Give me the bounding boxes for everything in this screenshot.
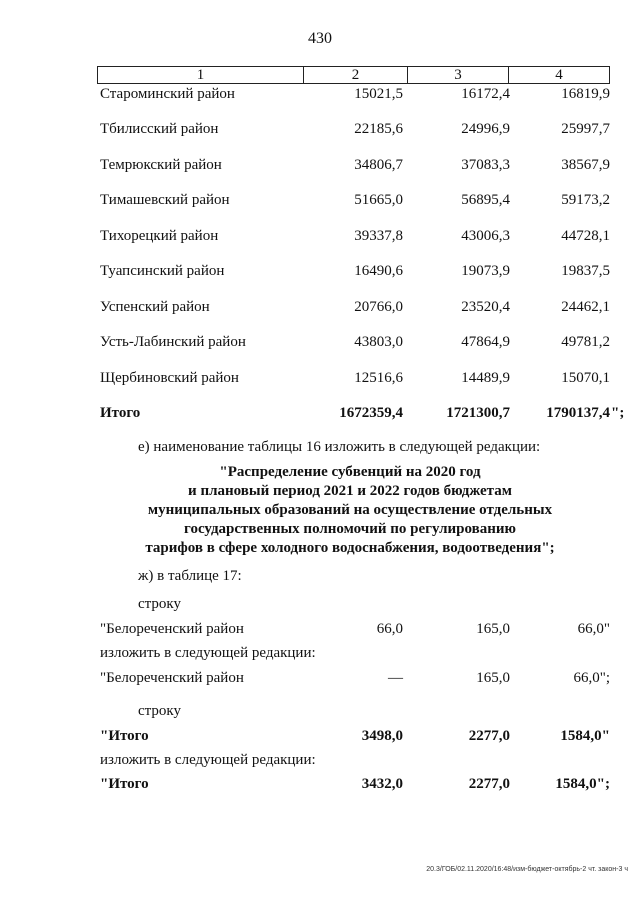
row-value-2022: 66,0" — [577, 621, 610, 637]
row-name: Щербиновский район — [100, 370, 239, 386]
total-row — [0, 405, 640, 425]
row-value-2020: 43803,0 — [354, 334, 403, 350]
title-line: и плановый период 2021 и 2022 годов бюджетам — [188, 483, 512, 499]
table-row — [0, 263, 640, 283]
table-row — [0, 228, 640, 248]
total-value-2020: 1672359,4 — [339, 405, 403, 421]
row-value-2021: 165,0 — [476, 621, 510, 637]
itogo-old-row — [0, 728, 640, 748]
table-row — [0, 86, 640, 106]
table-row — [0, 370, 640, 390]
phrase-izlozhit: изложить в следующей редакции: — [100, 752, 316, 768]
row-value-2020: 12516,6 — [354, 370, 403, 386]
row-value-2020: 39337,8 — [354, 228, 403, 244]
row-value-2021: 165,0 — [476, 670, 510, 686]
row-value-2021: 19073,9 — [461, 263, 510, 279]
row-value-2020: 3498,0 — [361, 728, 403, 744]
total-closing-quote: "; — [611, 405, 625, 421]
row-value-2021: 24996,9 — [461, 121, 510, 137]
total-value-2022: 1790137,4 — [546, 405, 610, 421]
title-line: государственных полномочий по регулированию — [184, 521, 516, 537]
row-name: "Итого — [100, 776, 149, 792]
total-value-2021: 1721300,7 — [446, 405, 510, 421]
row-value-2022: 38567,9 — [561, 157, 610, 173]
belorechensky-new-row — [0, 670, 640, 690]
row-value-2022: 19837,5 — [561, 263, 610, 279]
row-value-2022: 25997,7 — [561, 121, 610, 137]
row-name: "Белореченский район — [100, 621, 244, 637]
row-name: Тимашевский район — [100, 192, 230, 208]
header-col-2: 2 — [304, 67, 408, 84]
row-value-2020: 34806,7 — [354, 157, 403, 173]
table-row — [0, 157, 640, 177]
row-value-2020: 20766,0 — [354, 299, 403, 315]
row-value-2021: 2277,0 — [468, 776, 510, 792]
row-name: Усть-Лабинский район — [100, 334, 246, 350]
page-number: 430 — [308, 30, 332, 47]
header-col-1: 1 — [98, 67, 304, 84]
word-stroku: строку — [138, 703, 181, 719]
row-value-2022: 15070,1 — [561, 370, 610, 386]
row-value-2022: 1584,0"; — [555, 776, 610, 792]
row-value-2022: 1584,0" — [560, 728, 610, 744]
table-row — [0, 334, 640, 354]
row-name: "Итого — [100, 728, 149, 744]
row-value-2022: 49781,2 — [561, 334, 610, 350]
table-row — [0, 121, 640, 141]
row-value-2022: 16819,9 — [561, 86, 610, 102]
row-value-2022: 24462,1 — [561, 299, 610, 315]
title-line: муниципальных образований на осуществление отдельных — [147, 502, 553, 518]
paragraph-e: е) наименование таблицы 16 изложить в следующей редакции: — [138, 439, 541, 455]
row-value-2020: 22185,6 — [354, 121, 403, 137]
word-stroku: строку — [138, 596, 181, 612]
belorechensky-old-row — [0, 621, 640, 641]
title-line: тарифов в сфере холодного водоснабжения, водоотведения"; — [145, 540, 555, 556]
table-row — [0, 192, 640, 212]
row-value-2021: 23520,4 — [461, 299, 510, 315]
row-name: "Белореченский район — [100, 670, 244, 686]
table-16-title — [0, 463, 640, 558]
row-value-2020: 51665,0 — [354, 192, 403, 208]
phrase-izlozhit: изложить в следующей редакции: — [100, 645, 316, 661]
table-row — [0, 299, 640, 319]
row-value-2021: 43006,3 — [461, 228, 510, 244]
row-name: Темрюкский район — [100, 157, 222, 173]
row-value-2021: 47864,9 — [461, 334, 510, 350]
header-col-4: 4 — [509, 67, 610, 84]
row-name: Староминский район — [100, 86, 235, 102]
row-value-2020: — — [388, 670, 403, 686]
row-value-2021: 37083,3 — [461, 157, 510, 173]
row-value-2021: 56895,4 — [461, 192, 510, 208]
table-header — [97, 66, 610, 84]
row-value-2022: 44728,1 — [561, 228, 610, 244]
row-value-2021: 16172,4 — [461, 86, 510, 102]
paragraph-zh: ж) в таблице 17: — [138, 568, 242, 584]
row-name: Тихорецкий район — [100, 228, 219, 244]
itogo-new-row — [0, 776, 640, 796]
row-value-2020: 16490,6 — [354, 263, 403, 279]
total-label: Итого — [100, 405, 141, 421]
row-value-2021: 14489,9 — [461, 370, 510, 386]
row-value-2021: 2277,0 — [468, 728, 510, 744]
row-value-2022: 59173,2 — [561, 192, 610, 208]
row-value-2020: 66,0 — [376, 621, 403, 637]
row-name: Успенский район — [100, 299, 210, 315]
header-col-3: 3 — [408, 67, 509, 84]
row-name: Тбилисский район — [100, 121, 219, 137]
row-value-2022: 66,0"; — [573, 670, 610, 686]
row-name: Туапсинский район — [100, 263, 225, 279]
document-footer: 20.3/ГОБ/02.11.2020/16:48/изм-бюджет-октябрь-2 чт. закон-3 ч — [426, 866, 628, 873]
row-value-2020: 15021,5 — [354, 86, 403, 102]
title-line: "Распределение субвенций на 2020 год — [219, 464, 481, 480]
row-value-2020: 3432,0 — [361, 776, 403, 792]
